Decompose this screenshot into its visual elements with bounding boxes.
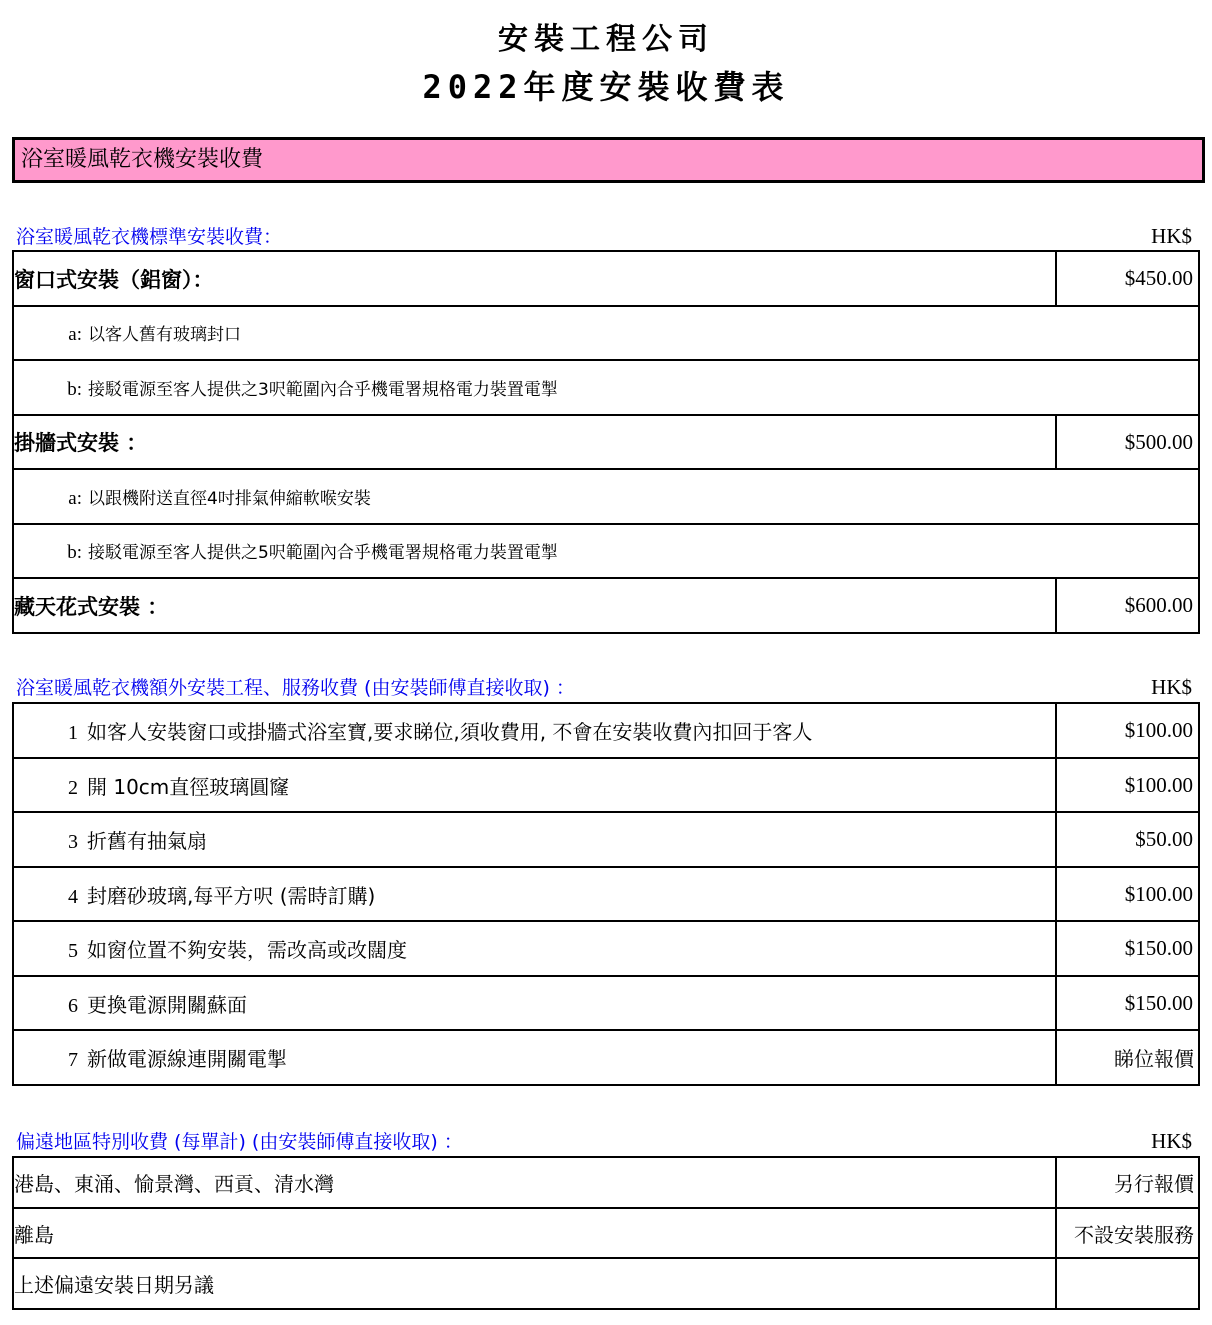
service-item (13, 976, 1056, 1030)
note-text: 以跟機附送直徑4吋排氣伸縮軟喉安裝 (88, 488, 371, 509)
table-row (13, 976, 1199, 1030)
note-text: 以客人舊有玻璃封口 (88, 325, 241, 345)
remote-area-item: 離島 (13, 1208, 1056, 1258)
section2-heading: 浴室暖風乾衣機額外安裝工程、服務收費 (由安裝師傅直接收取) ： (16, 677, 575, 699)
item-number: 4 (68, 885, 78, 908)
service-item (13, 867, 1056, 921)
note-text: 接駁電源至客人提供之5呎範圍內合乎機電署規格電力裝置電掣 (88, 543, 558, 563)
item-price: $150.00 (1056, 976, 1199, 1030)
page-title: 2022年度安裝收費表 (422, 68, 790, 106)
item-number: 5 (68, 940, 78, 962)
note-row (13, 524, 1199, 578)
install-type-label: 窗口式安裝（鋁窗）： (13, 251, 1056, 306)
table-row (13, 360, 1199, 415)
table-row (13, 1157, 1199, 1208)
item-number: 2 (68, 776, 78, 799)
note-marker: b: (67, 378, 82, 400)
note-marker: b: (67, 542, 82, 563)
install-type-label: 藏天花式安裝 ： (13, 578, 1056, 633)
item-text: 新做電源線連開關電掣 (87, 1047, 287, 1071)
table-row (13, 415, 1199, 469)
company-name: 安裝工程公司 (498, 22, 714, 57)
section3-heading: 偏遠地區特別收費 (每單計) (由安裝師傅直接收取) ： (16, 1131, 463, 1153)
remote-area-item: 上述偏遠安裝日期另議 (13, 1258, 1056, 1309)
extra-services-table (12, 702, 1200, 1086)
service-item (13, 812, 1056, 867)
table-row (13, 578, 1199, 633)
item-text: 封磨砂玻璃,每平方呎 (需時訂購) (87, 883, 376, 908)
table-row (13, 524, 1199, 578)
table-row (13, 1208, 1199, 1258)
table-row (13, 1030, 1199, 1085)
install-price: $450.00 (1056, 251, 1199, 306)
table-row (13, 251, 1199, 306)
item-text: 如窗位置不夠安裝，需改高或改闊度 (87, 938, 407, 962)
item-text: 折舊有抽氣扇 (87, 829, 207, 853)
table-row (13, 758, 1199, 812)
item-number: 1 (68, 722, 78, 744)
service-item (13, 703, 1056, 758)
table-row (13, 469, 1199, 524)
item-number: 6 (68, 994, 78, 1017)
currency-label: HK$ (1151, 224, 1192, 248)
service-item (13, 1030, 1056, 1085)
service-item (13, 758, 1056, 812)
table-row (13, 867, 1199, 921)
item-text: 更換電源開關蘇面 (87, 992, 247, 1017)
table-row (13, 921, 1199, 976)
service-item (13, 921, 1056, 976)
item-number: 7 (68, 1049, 78, 1071)
install-price: $500.00 (1056, 415, 1199, 469)
item-price: 睇位報價 (1056, 1030, 1199, 1085)
table-row (13, 812, 1199, 867)
note-row (13, 469, 1199, 524)
remote-area-price: 不設安裝服務 (1056, 1208, 1199, 1258)
item-price: $50.00 (1056, 812, 1199, 867)
note-marker: a: (68, 324, 82, 345)
remote-area-item: 港島、東涌、愉景灣、西貢、清水灣 (13, 1157, 1056, 1208)
remote-area-table (12, 1156, 1200, 1310)
currency-label: HK$ (1151, 675, 1192, 699)
note-row (13, 306, 1199, 360)
install-type-label: 掛牆式安裝 ： (13, 415, 1056, 469)
note-row (13, 360, 1199, 415)
item-text: 開 10cm直徑玻璃圓窿 (87, 774, 290, 799)
section-banner: 浴室暖風乾衣機安裝收費 (12, 137, 1205, 183)
table-row (13, 703, 1199, 758)
note-text: 接駁電源至客人提供之3呎範圍內合乎機電署規格電力裝置電掣 (88, 379, 558, 400)
remote-area-price (1056, 1258, 1199, 1309)
note-marker: a: (68, 487, 82, 509)
item-number: 3 (68, 831, 78, 853)
standard-install-table (12, 250, 1200, 634)
install-price: $600.00 (1056, 578, 1199, 633)
table-row (13, 1258, 1199, 1309)
currency-label: HK$ (1151, 1129, 1192, 1153)
item-price: $100.00 (1056, 758, 1199, 812)
remote-area-price: 另行報價 (1056, 1157, 1199, 1208)
item-price: $100.00 (1056, 867, 1199, 921)
item-price: $100.00 (1056, 703, 1199, 758)
section1-heading: 浴室暖風乾衣機標準安裝收費： (16, 226, 283, 248)
item-text: 如客人安裝窗口或掛牆式浴室寶,要求睇位,須收費用, 不會在安裝收費內扣回于客人 (87, 720, 813, 744)
table-row (13, 306, 1199, 360)
item-price: $150.00 (1056, 921, 1199, 976)
